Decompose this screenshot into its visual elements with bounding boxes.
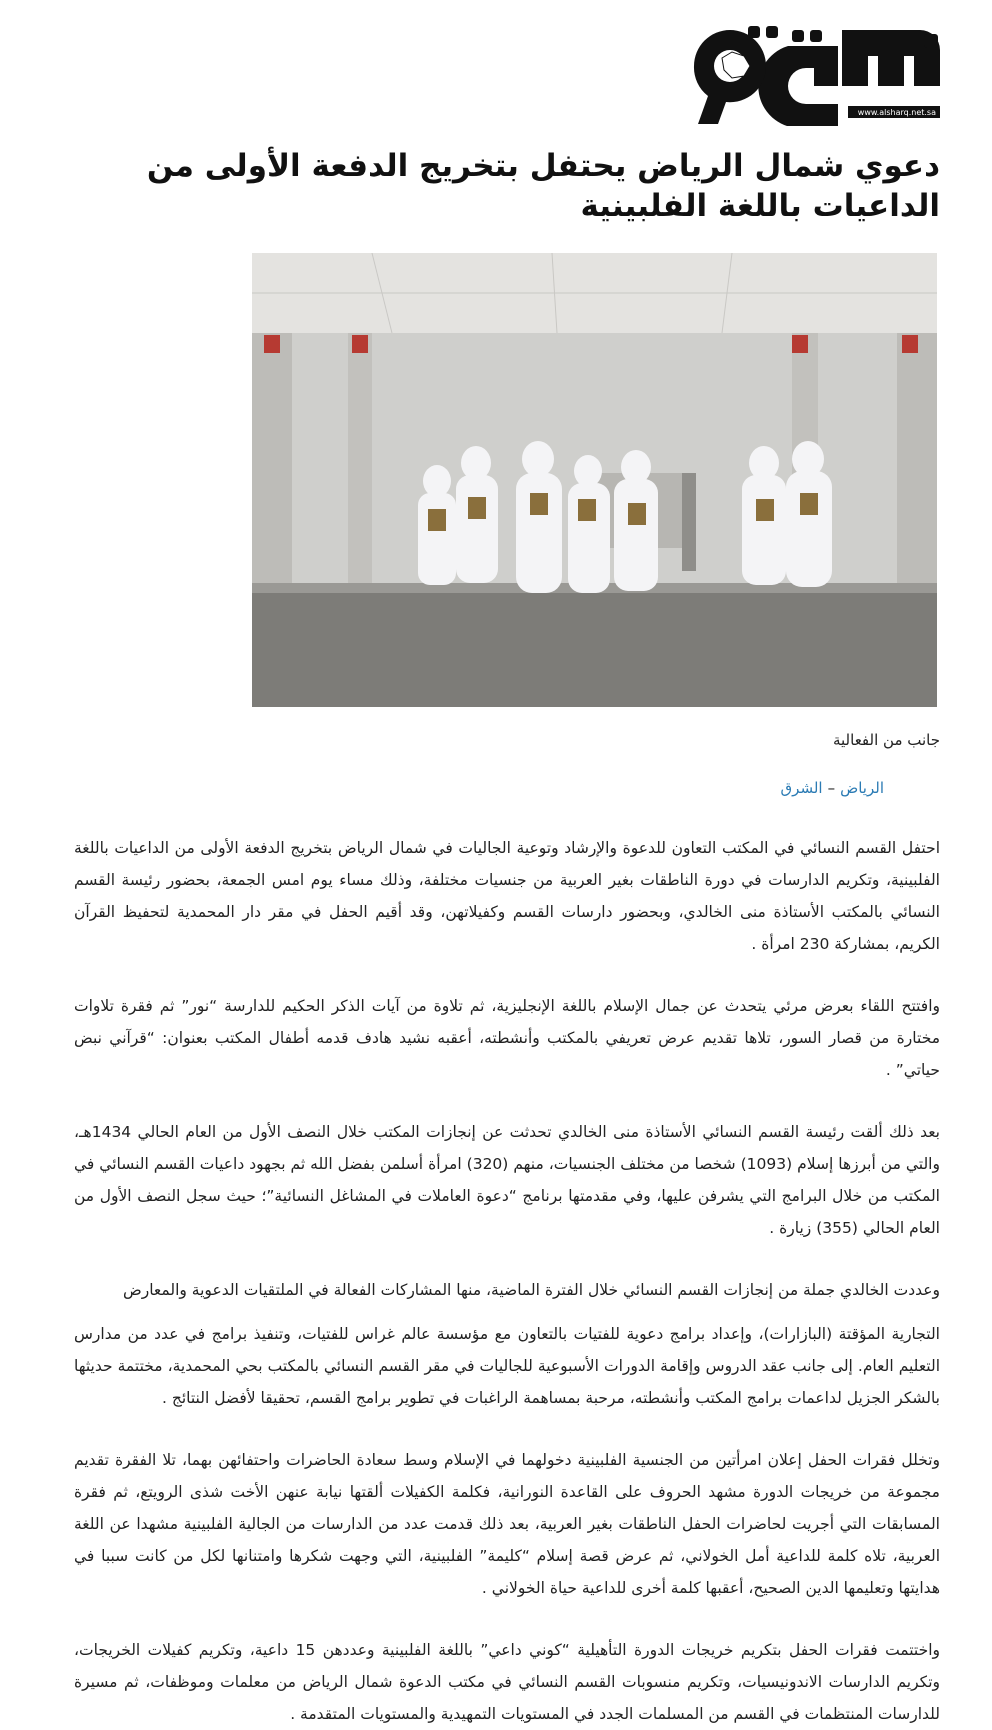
masthead-logo-text	[939, 126, 940, 127]
article-body	[74, 832, 940, 1730]
byline-separator: –	[827, 779, 836, 797]
masthead-url: www.alsharq.net.sa	[857, 108, 936, 117]
masthead-logo[interactable]	[692, 6, 940, 126]
article-paragraph: وتخلل فقرات الحفل إعلان امرأتين من الجنسية الفلبينية دخولهما في الإسلام وسط سعادة الحاضرات واحتفائهن بهما، تلا الفقرة تقديم مجموعة من خريجات الدورة مشهد الحروف على القاعدة النورانية، فكلمة الكفيلات ألقتها نيابة عنهن الأخت شذى الرويتع، ثم فقرة المسابقات التي أجريت لحاضرات الحفل الناطقات بغير العربية، بعد ذلك قدمت عدد من الدارسات من الجالية الفلبينية مشهدا عن اللغة العربية، تلاه كلمة للداعية أمل الخولاني، ثم عرض قصة إسلام “كليمة” الفلبينية، التي وجهت شكرها وامتنانها لكل من كانت سببا في هدايتها وتعليمها الدين الصحيح، أعقبها كلمة أخرى للداعية حياة الخولاني .	[74, 1451, 940, 1597]
article-headline: دعوي شمال الرياض يحتفل بتخريج الدفعة الأولى من الداعيات باللغة الفلبينية	[146, 148, 940, 224]
byline	[781, 779, 884, 797]
byline-source-link[interactable]: الشرق	[780, 779, 823, 797]
article-paragraph: وعددت الخالدي جملة من إنجازات القسم النسائي خلال الفترة الماضية، منها المشاركات الفعالة في الملتقيات الدعوية والمعارض	[122, 1281, 940, 1299]
article-paragraph: وافتتح اللقاء بعرض مرئي يتحدث عن جمال الإسلام باللغة الإنجليزية، ثم تلاوة من آيات الذكر الحكيم للدارسة “نور” ثم فقرة تلاوات مختارة من قصار السور، تلاها تقديم عرض تعريفي بالمكتب وأنشطته، أعقبه نشيد هادف قدمه أطفال المكتب بعنوان: “قرآني نبض حياتي” .	[74, 997, 940, 1079]
byline-location-link[interactable]: الرياض	[840, 779, 884, 797]
article-paragraph: التجارية المؤقتة (البازارات)، وإعداد برامج دعوية للفتيات بالتعاون مع مؤسسة عالم غراس للفتيات، وتنفيذ برامج في عدد من مدارس التعليم العام. إلى جانب عقد الدروس وإقامة الدورات الأسبوعية للجاليات في مقر القسم النسائي بالمكتب بحي المحمدية، مختتمة حديثها بالشكر الجزيل لداعمات برامج المكتب وأنشطته، مرحبة بمساهمة الراغبات في تطوير برامج القسم، تحقيقا لأفضل النتائج .	[74, 1325, 940, 1407]
article-paragraph: بعد ذلك ألقت رئيسة القسم النسائي الأستاذة منى الخالدي تحدثت عن إنجازات المكتب خلال النصف الأول من العام الحالي 1434هـ، والتي من أبرزها إسلام (1093) شخصا من مختلف الجنسيات، منهم (320) امرأة أسلمن بفضل الله ثم بجهود داعيات القسم النسائي في المكتب من خلال البرامج التي يشرفن عليها، وفي مقدمتها برنامج “دعوة العاملات في المشاغل النسائية”؛ حيث سجل النصف الأول من العام الحالي (355) زيارة .	[74, 1123, 940, 1237]
article-paragraph: احتفل القسم النسائي في المكتب التعاون للدعوة والإرشاد وتوعية الجاليات في شمال الرياض بتخريج الدفعة الأولى من الداعيات باللغة الفلبينية، وتكريم الدارسات في دورة الناطقات بغير العربية من جنسيات مختلفة، وذلك مساء يوم امس الجمعة، بحضور رئيسة القسم النسائي بالمكتب الأستاذة منى الخالدي، وبحضور دارسات القسم وكفيلاتهن، وقد أقيم الحفل في مقر دار المحمدية لتحفيظ القرآن الكريم، بمشاركة 230 امرأة .	[74, 839, 940, 953]
event-photo-image	[252, 253, 937, 707]
article-paragraph: واختتمت فقرات الحفل بتكريم خريجات الدورة التأهيلية “كوني داعي” باللغة الفلبينية وعددهن 15 داعية، وتكريم كفيلات الخريجات، وتكريم الدارسات الاندونيسيات، وتكريم منسوبات القسم النسائي في مكتب الدعوة شمال الرياض من معلمات وموظفات، ثم مسيرة للدارسات المنتظمات في القسم من المسلمات الجدد في المستويات التمهيدية والمستويات المتقدمة .	[74, 1641, 940, 1723]
article-photo	[252, 253, 937, 707]
alsharq-logo-icon	[692, 6, 940, 126]
photo-caption: جانب من الفعالية	[832, 731, 940, 749]
